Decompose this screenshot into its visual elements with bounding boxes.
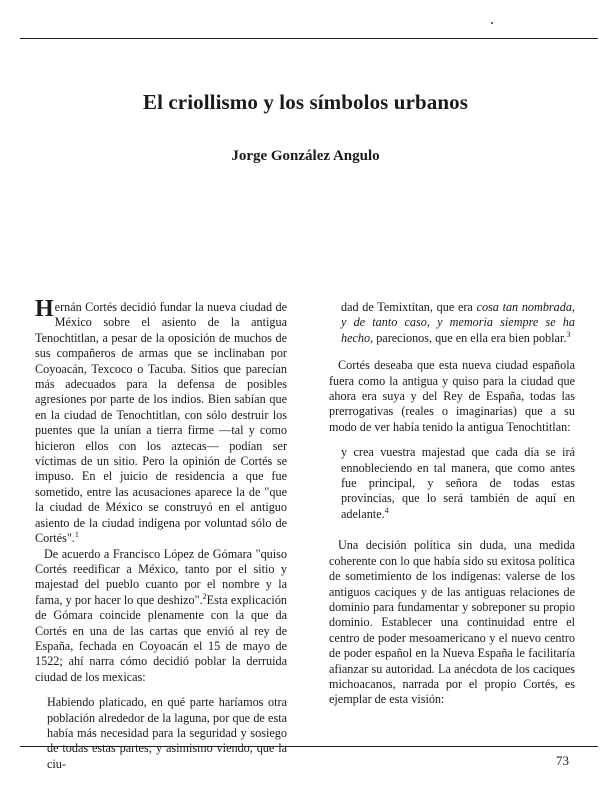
left-column bbox=[35, 296, 288, 784]
paragraph-3: Cortés deseaba que esta nueva ciudad española fuera como la antigua y quiso para la ciudad que ahora era suya y del Rey de España, todas las prerrogativas (reales o imaginarias) que a su modo de ver había tenido la antigua Tenochtitlan: bbox=[329, 358, 575, 434]
top-rule bbox=[20, 38, 598, 39]
paragraph-2-text: De acuerdo a Francisco López de Gómara "quiso Cortés reedificar a México, tanto por el sitio y majestad del pueblo cuanto por el nombre y la fama, y por hacer lo que deshizo". bbox=[35, 546, 287, 607]
page-number: 73 bbox=[556, 753, 569, 768]
block-quote-1: Habiendo platicado, en qué parte haríamos otra población alrededor de la laguna, por que de esta había más necesidad para la seguridad y sosiego de todas estas partes; y asimismo viendo, que la ciu- bbox=[47, 695, 287, 771]
quote-italic-text: cosa tan nombrada, y de tanto caso, y memoria siempre se ha hecho, bbox=[341, 300, 575, 345]
paragraph-2 bbox=[35, 547, 287, 686]
paragraph-1 bbox=[35, 296, 287, 547]
footnote-marker: 3 bbox=[566, 329, 571, 339]
right-column bbox=[329, 300, 575, 708]
quote-text: parecionos, que en ella era bien poblar. bbox=[373, 330, 567, 345]
article-title: El criollismo y los símbolos urbanos bbox=[142, 90, 469, 114]
paragraph-1-text: ernán Cortés decidió fundar la nueva ciudad de México sobre el asiento de la antigua Tenochtitlan, a pesar de la oposición de muchos de sus compañeros de armas que se inclinaban por Coyoacán, Texcoco o Tacuba. Sitios que parecían más adecuados para la defensa de posibles agresiones por parte de los indios. Bien sabían que en la ciudad de Tenochtitlan, con sólo destruir los puentes que la unían a tierra firme —tal y como hicieron ellos con los aztecas— podían ser víctimas de un sitio. Pero la opinión de Cortés se impuso. En el juicio de residencia a que fue sometido, entre las acusaciones aparece la de "que la ciudad de México se construyó en el antiguo asiento de la ciudad indígena por voluntad sólo de Cortés". bbox=[35, 300, 287, 546]
quote-text: y crea vuestra majestad que cada día se irá ennobleciendo en tal manera, que como antes fue principal, y señora de todas estas provincias, que lo será también de aquí en adelante. bbox=[341, 445, 575, 521]
footnote-marker: 4 bbox=[384, 505, 389, 515]
quote-text: dad de Temixtitan, que era bbox=[341, 300, 477, 314]
paragraph-4: Una decisión política sin duda, una medida coherente con lo que había sido su exitosa política de sometimiento de los indígenas: valerse de los antiguos caciques y de las antiguas relaciones de dominio para fundamentar y sobreponer su propio dominio. Establecer una continuidad entre el centro de poder mesoamericano y el nuevo centro de poder español en la Nueva España le facilitaría afianzar su autoridad. La anécdota de los caciques michoacanos, narrada por el propio Cortés, es ejemplar de esta visión: bbox=[329, 538, 575, 707]
bottom-rule bbox=[20, 746, 598, 747]
print-speck bbox=[491, 22, 493, 24]
block-quote-1-continued bbox=[341, 300, 575, 346]
footnote-marker: 1 bbox=[74, 530, 79, 540]
footnote-marker: 2 bbox=[202, 591, 207, 601]
paragraph-2-text-b: Esta explicación de Gómara coincide plenamente con la que da Cortés en una de las cartas que envió al rey de España, fechada en Coyoacán el 15 de mayo de 1522; ahí narra cómo decidió poblar la derruida ciudad de los mexicas: bbox=[35, 592, 288, 684]
drop-cap: H bbox=[35, 296, 54, 322]
article-author: Jorge González Angulo bbox=[231, 148, 380, 164]
block-quote-2 bbox=[341, 445, 575, 522]
